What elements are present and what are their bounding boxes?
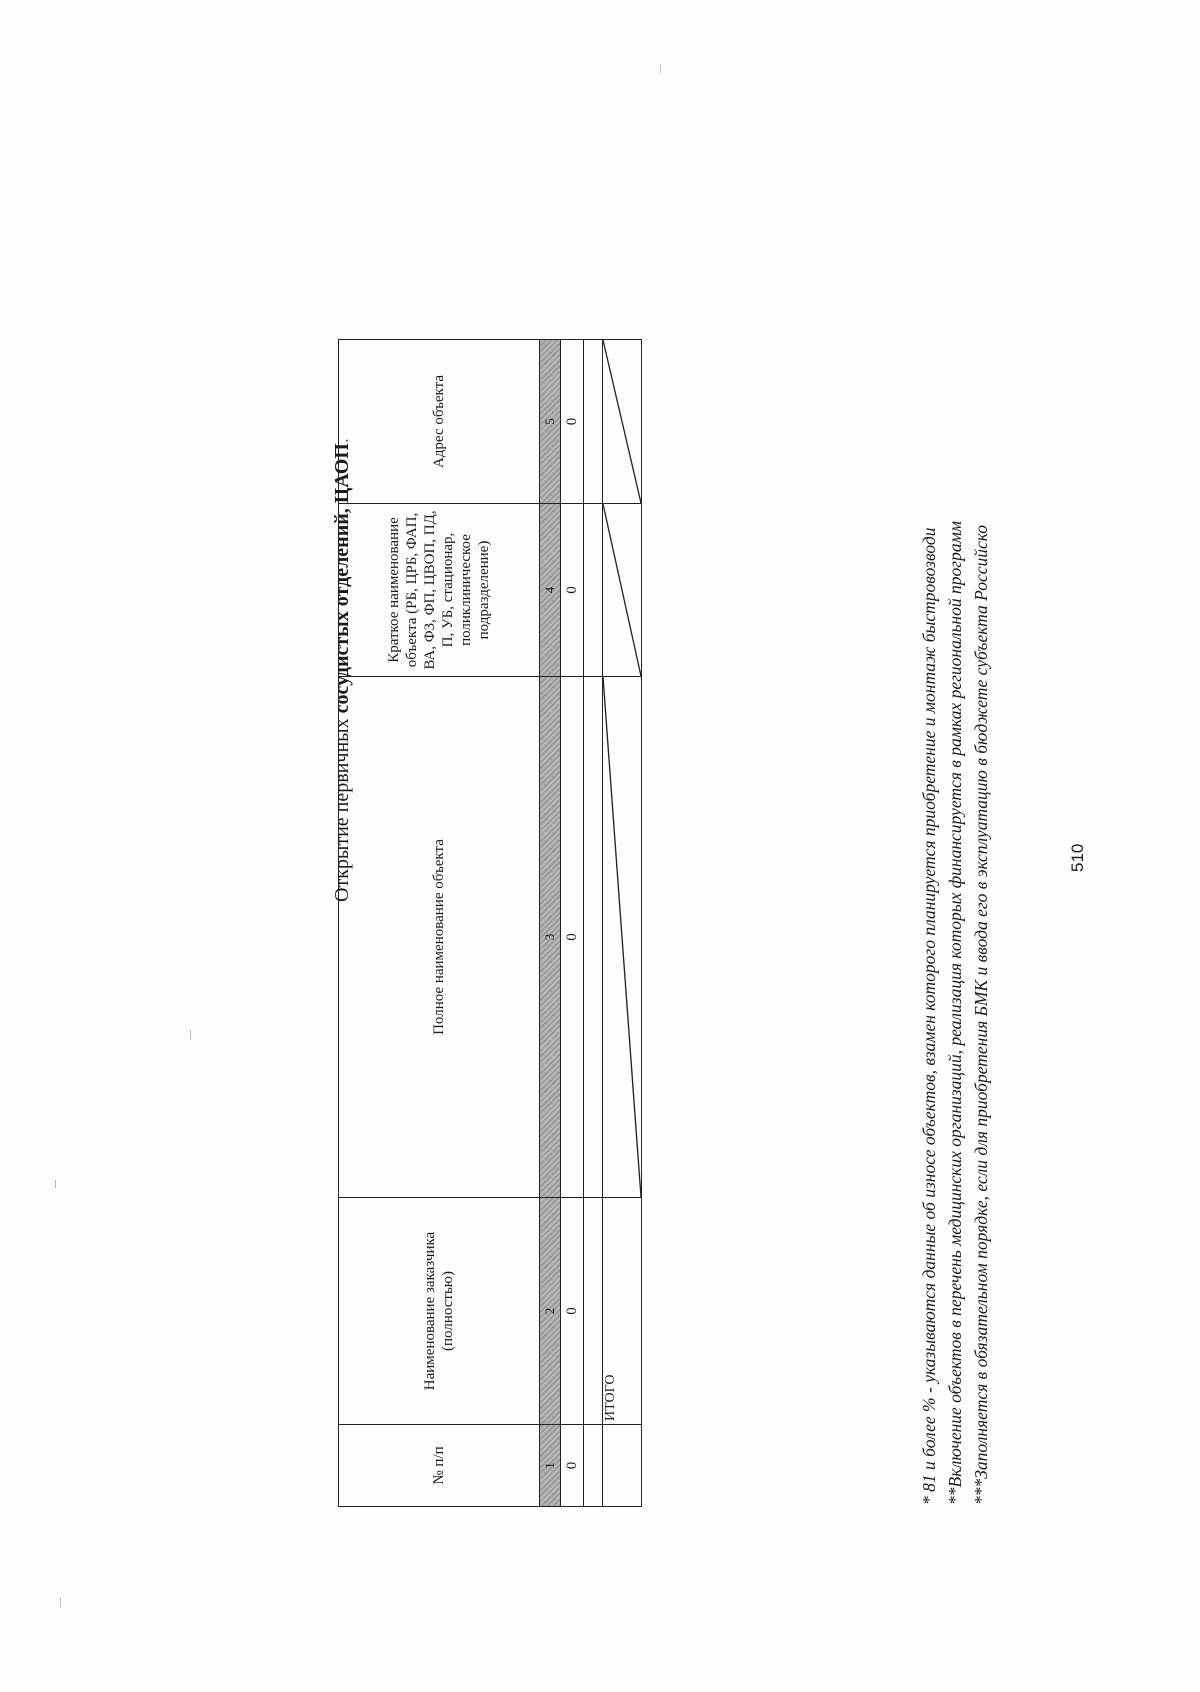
footnote: **Включение объектов в перечень медицинских организаций, реализация которых финансируется в рамках региональной программ bbox=[945, 521, 965, 1505]
table-row-empty bbox=[584, 340, 603, 1507]
table-cell: 0 bbox=[561, 1198, 584, 1425]
footnote: ***Заполняется в обязательном порядке, если для приобретения БМК и ввода его в эксплуатацию в бюджете субъекта Российско bbox=[971, 524, 991, 1505]
header-cell: № п/п bbox=[339, 1425, 540, 1507]
footnotes bbox=[916, 85, 994, 1505]
title-bold: сосудистых отделений, ЦАОП bbox=[331, 443, 353, 714]
table-cell: 0 bbox=[561, 504, 584, 677]
strike-line bbox=[603, 677, 641, 1197]
title-suffix: . bbox=[331, 438, 353, 444]
table-cell bbox=[584, 1425, 603, 1507]
page-number: 510 bbox=[1068, 843, 1087, 872]
crossed-cell bbox=[603, 340, 642, 504]
header-cell: Полное наименование объекта bbox=[339, 677, 540, 1198]
scan-speck bbox=[60, 1598, 61, 1607]
table-cell: 0 bbox=[561, 677, 584, 1198]
strike-line bbox=[603, 504, 641, 676]
scan-speck bbox=[55, 1180, 56, 1188]
total-row bbox=[603, 340, 642, 1507]
table-row bbox=[561, 340, 584, 1507]
column-number: 3 bbox=[540, 677, 561, 1198]
header-cell: Адрес объекта bbox=[339, 340, 540, 504]
crossed-cell bbox=[603, 504, 642, 677]
scan-speck bbox=[190, 1030, 191, 1040]
table-cell bbox=[584, 677, 603, 1198]
column-number-row bbox=[540, 340, 561, 1507]
table-header-row bbox=[339, 340, 540, 1507]
table-cell bbox=[603, 1425, 642, 1507]
header-cell: Наименование заказчика (полностью) bbox=[339, 1198, 540, 1425]
table-cell: 0 bbox=[561, 340, 584, 504]
objects-table bbox=[338, 339, 642, 1507]
scan-speck bbox=[660, 65, 661, 73]
crossed-cell bbox=[603, 677, 642, 1198]
footnote: * 81 и более % - указываются данные об износе объектов, взамен которого планируется приобретение и монтаж быстровозводи bbox=[919, 527, 939, 1505]
table-cell bbox=[584, 340, 603, 504]
table-cell bbox=[584, 1198, 603, 1425]
column-number: 5 bbox=[540, 340, 561, 504]
total-label: ИТОГО bbox=[603, 1198, 642, 1425]
header-cell: Краткое наименование объекта (РБ, ЦРБ, ФАП, ВА, ФЗ, ФП, ЦВОП, ПД, П, УБ, стационар, поликлиническое подразделение) bbox=[339, 504, 540, 677]
table-cell: 0 bbox=[561, 1425, 584, 1507]
column-number: 4 bbox=[540, 504, 561, 677]
table-cell bbox=[584, 504, 603, 677]
column-number: 1 bbox=[540, 1425, 561, 1507]
column-number: 2 bbox=[540, 1198, 561, 1425]
title-prefix: Открытие первичных bbox=[331, 713, 353, 902]
strike-line bbox=[603, 340, 641, 503]
